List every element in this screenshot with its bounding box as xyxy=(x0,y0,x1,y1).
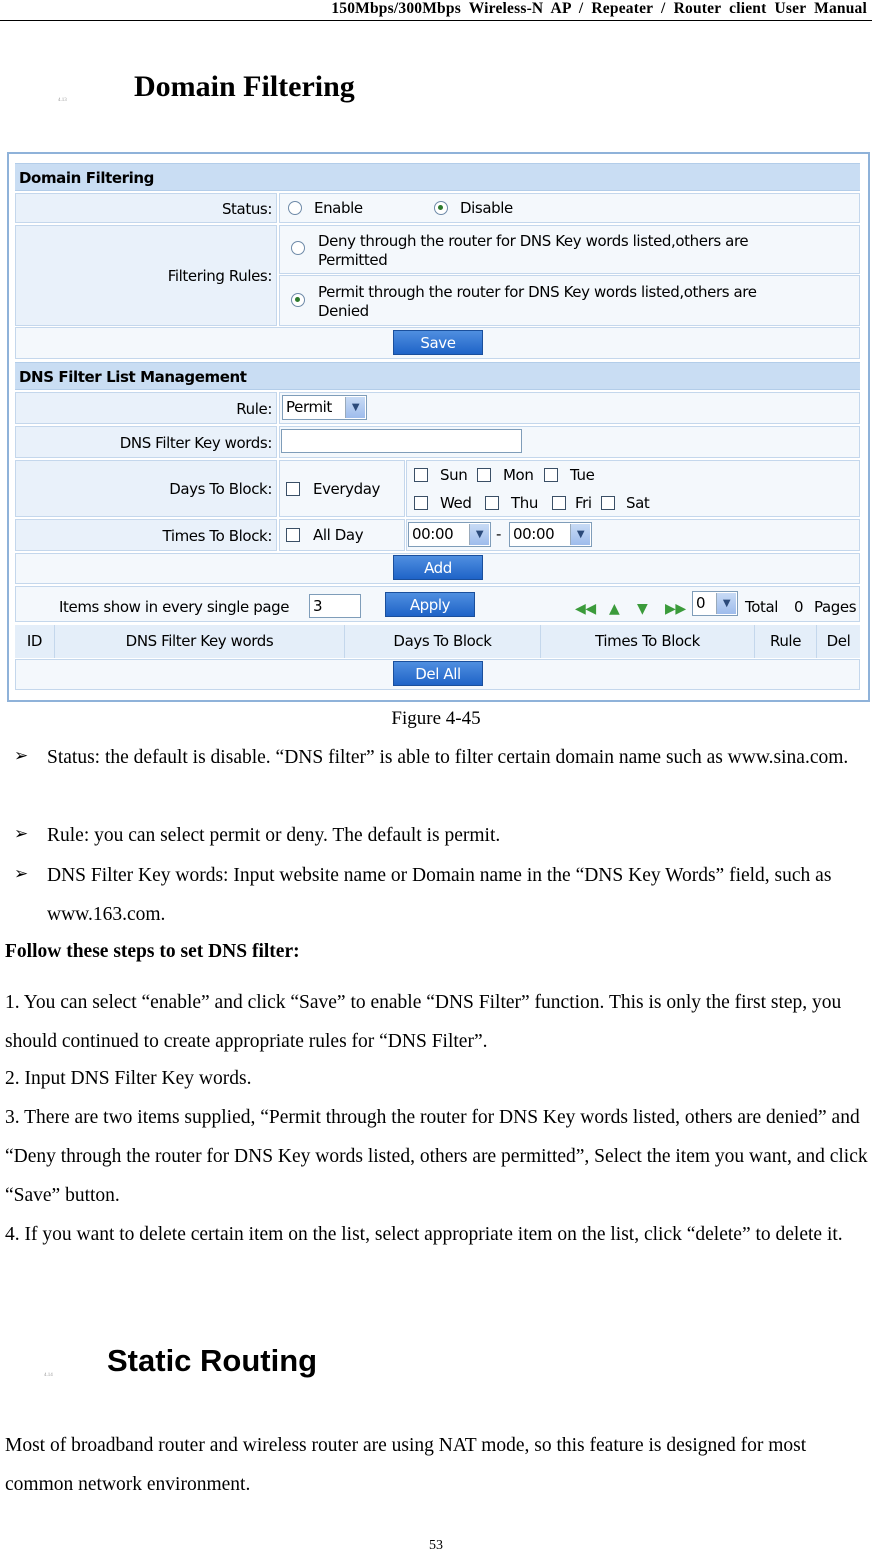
days-label: Days To Block: xyxy=(15,460,277,517)
day-tue-label: Tue xyxy=(570,466,595,484)
day-mon-checkbox[interactable] xyxy=(477,468,491,482)
bullet-arrow-icon: ➢ xyxy=(14,824,29,843)
days-cell xyxy=(406,460,860,517)
save-button[interactable]: Save xyxy=(393,330,483,355)
everyday-cell xyxy=(279,460,405,517)
rule-deny-radio[interactable] xyxy=(291,241,305,255)
closing-paragraph: Most of broadband router and wireless router are using NAT mode, so this feature is designed for most common network environment. xyxy=(5,1435,807,1495)
keywords-label: DNS Filter Key words: xyxy=(15,426,277,458)
rule-deny-cell xyxy=(279,225,860,274)
rule-deny-line2: Permitted xyxy=(318,251,388,269)
add-button[interactable]: Add xyxy=(393,555,483,580)
filtering-rules-label: Filtering Rules: xyxy=(15,225,277,326)
status-disable-radio[interactable] xyxy=(434,201,448,215)
times-label: Times To Block: xyxy=(15,519,277,551)
day-thu-label: Thu xyxy=(511,494,538,512)
time-from-value: 00:00 xyxy=(412,525,454,543)
chevron-down-icon: ▼ xyxy=(469,524,489,545)
next-page-icon[interactable]: ▼ xyxy=(637,601,648,617)
prev-page-icon[interactable]: ▲ xyxy=(609,601,620,617)
time-separator: - xyxy=(496,525,502,543)
status-enable-label: Enable xyxy=(314,199,363,217)
bullet-keywords: DNS Filter Key words: Input website name or Domain name in the “DNS Key Words” field, such as www.163.com. xyxy=(47,865,832,925)
chevron-down-icon: ▼ xyxy=(716,593,736,614)
page-select[interactable] xyxy=(692,591,738,616)
section2-number: 4.14 xyxy=(44,1373,53,1378)
day-sat-label: Sat xyxy=(626,494,650,512)
allday-checkbox[interactable] xyxy=(286,528,300,542)
day-tue-checkbox[interactable] xyxy=(544,468,558,482)
rule-permit-line2: Denied xyxy=(318,302,369,320)
total-label: Total xyxy=(745,598,779,616)
bullet-rule: Rule: you can select permit or deny. The default is permit. xyxy=(47,825,501,846)
figure-caption: Figure 4-45 xyxy=(391,708,481,729)
day-wed-checkbox[interactable] xyxy=(414,496,428,510)
rule-permit-cell xyxy=(279,275,860,326)
section-title: Domain Filtering xyxy=(134,70,355,103)
rule-permit-radio[interactable] xyxy=(291,293,305,307)
step-3: 3. There are two items supplied, “Permit through the router for DNS Key words listed, others are denied” and “Deny through the router for DNS Key words listed, others are permitted”, Select the item you want, and click “Save” button. xyxy=(5,1107,868,1206)
steps-heading: Follow these steps to set DNS filter: xyxy=(5,941,300,962)
status-enable-radio[interactable] xyxy=(288,201,302,215)
col-id: ID xyxy=(15,625,55,658)
allday-cell xyxy=(279,519,405,551)
pages-label: Pages xyxy=(814,598,857,616)
section-number: 4.13 xyxy=(58,98,67,103)
dns-filter-bar: DNS Filter List Management xyxy=(15,362,860,390)
items-per-page-input[interactable]: 3 xyxy=(309,594,361,618)
rule-label: Rule: xyxy=(15,392,277,424)
col-keywords: DNS Filter Key words xyxy=(55,625,345,658)
domain-filter-screenshot xyxy=(7,152,870,702)
step-2: 2. Input DNS Filter Key words. xyxy=(5,1068,252,1089)
section2-title: Static Routing xyxy=(107,1343,318,1378)
last-page-icon[interactable]: ▶▶ xyxy=(665,601,686,617)
time-from-select[interactable] xyxy=(408,522,491,547)
allday-label: All Day xyxy=(313,526,364,544)
day-wed-label: Wed xyxy=(440,494,472,512)
keywords-input[interactable] xyxy=(281,429,522,453)
total-value: 0 xyxy=(794,598,804,616)
col-times: Times To Block xyxy=(541,625,755,658)
rule-select-value: Permit xyxy=(286,398,332,416)
bullet-arrow-icon: ➢ xyxy=(14,864,29,883)
chevron-down-icon: ▼ xyxy=(345,397,365,418)
time-to-value: 00:00 xyxy=(513,525,555,543)
bullet-status: Status: the default is disable. “DNS filter” is able to filter certain domain name such as www.sina.com. xyxy=(47,747,849,768)
status-cell xyxy=(279,193,860,223)
day-sun-label: Sun xyxy=(440,466,468,484)
day-fri-checkbox[interactable] xyxy=(552,496,566,510)
bullet-arrow-icon: ➢ xyxy=(14,746,29,765)
items-per-page-label: Items show in every single page xyxy=(59,598,290,616)
apply-button[interactable]: Apply xyxy=(385,592,475,617)
col-rule: Rule xyxy=(755,625,817,658)
day-mon-label: Mon xyxy=(503,466,534,484)
page-select-value: 0 xyxy=(696,594,706,612)
rule-deny-line1: Deny through the router for DNS Key words listed,others are xyxy=(318,232,749,250)
day-sun-checkbox[interactable] xyxy=(414,468,428,482)
status-disable-label: Disable xyxy=(460,199,513,217)
first-page-icon[interactable]: ◀◀ xyxy=(575,601,596,617)
day-sat-checkbox[interactable] xyxy=(601,496,615,510)
everyday-checkbox[interactable] xyxy=(286,482,300,496)
status-label: Status: xyxy=(15,193,277,223)
del-all-button[interactable]: Del All xyxy=(393,661,483,686)
domain-filtering-bar: Domain Filtering xyxy=(15,163,860,191)
col-del: Del xyxy=(817,625,860,658)
col-days: Days To Block xyxy=(345,625,541,658)
step-1: 1. You can select “enable” and click “Save” to enable “DNS Filter” function. This is only the first step, you should continued to create appropriate rules for “DNS Filter”. xyxy=(5,992,842,1052)
rule-select[interactable] xyxy=(282,395,367,420)
page-number: 53 xyxy=(429,1538,443,1553)
day-thu-checkbox[interactable] xyxy=(485,496,499,510)
time-to-select[interactable] xyxy=(509,522,592,547)
chevron-down-icon: ▼ xyxy=(570,524,590,545)
step-4: 4. If you want to delete certain item on the list, select appropriate item on the list, click “delete” to delete it. xyxy=(5,1224,843,1245)
manual-header: 150Mbps/300Mbps Wireless-N AP / Repeater / Router client User Manual xyxy=(331,0,867,17)
rule-permit-line1: Permit through the router for DNS Key words listed,others are xyxy=(318,283,757,301)
day-fri-label: Fri xyxy=(575,494,592,512)
header-rule xyxy=(0,20,872,21)
everyday-label: Everyday xyxy=(313,480,381,498)
